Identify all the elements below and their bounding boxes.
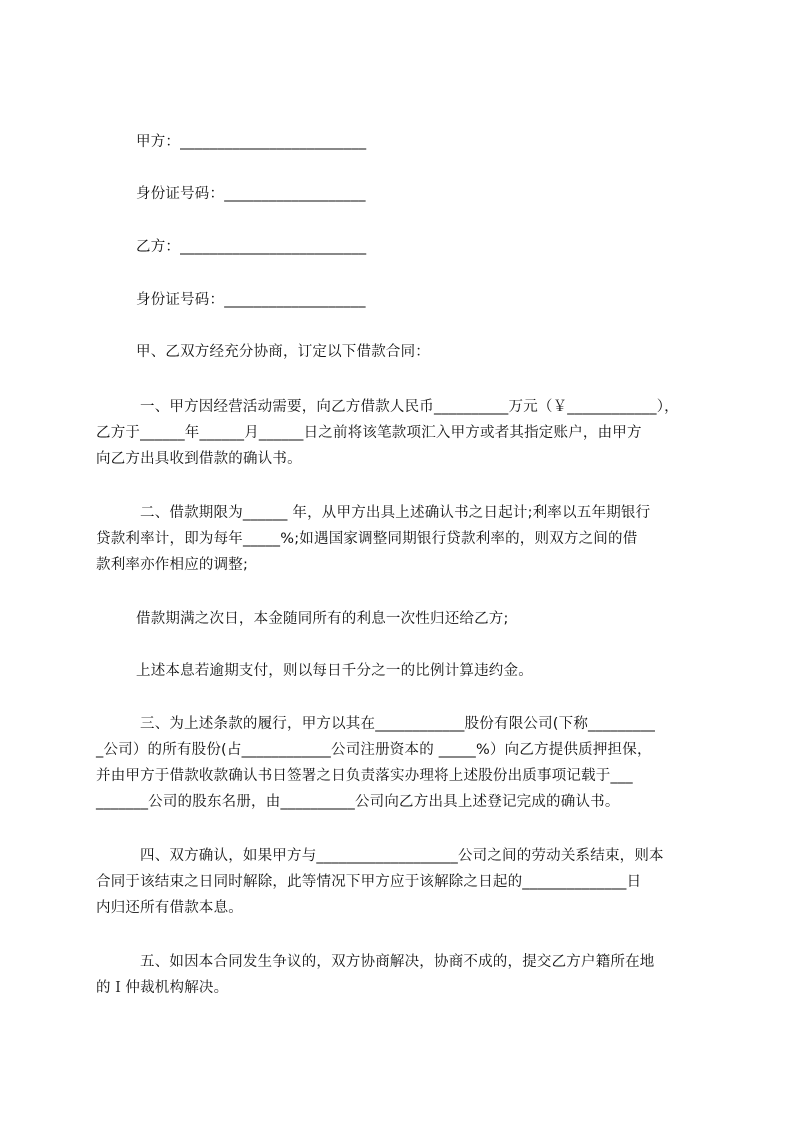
maturity-line: 借款期满之次日，本金随同所有的利息一次性归还给乙方;	[136, 611, 509, 627]
clause-3-line-1: 三、为上述条款的履行，甲方以其在____________股份有限公司(下称_________	[140, 716, 656, 732]
clause-1-line-3: 向乙方出具收到借款的确认书。	[96, 451, 302, 467]
clause-4-line-1: 四、双方确认，如果甲方与___________________公司之间的劳动关系结束，则本	[140, 848, 664, 864]
party-a-line: 甲方：_________________________	[136, 134, 367, 150]
clause-5-line-2: 的Ｉ仲裁机构解决。	[96, 980, 229, 996]
clause-2-line-3: 款利率亦作相应的调整;	[96, 557, 249, 573]
party-b-id-line: 身份证号码：___________________	[136, 292, 366, 308]
intro-line: 甲、乙双方经充分协商，订定以下借款合同：	[136, 344, 430, 360]
clause-3-line-2: _公司）的所有股份(占____________公司注册资本的 _____%）向乙方提供质押担保，	[96, 742, 652, 758]
clause-1-line-2: 乙方于______年______月______日之前将该笔款项汇入甲方或者其指定账户，由甲方	[96, 425, 642, 441]
penalty-line: 上述本息若逾期支付，则以每日千分之一的比例计算违约金。	[136, 663, 533, 679]
clause-3-line-4: _______公司的股东名册，由__________公司向乙方出具上述登记完成的确认书。	[96, 794, 620, 810]
clause-1-line-1: 一、甲方因经营活动需要，向乙方借款人民币__________万元（￥____________），	[140, 399, 679, 415]
clause-2-line-2: 贷款利率计，即为每年_____%;如遇国家调整同期银行贷款利率的，则双方之间的借	[96, 531, 638, 547]
clause-4-line-3: 内归还所有借款本息。	[96, 900, 243, 916]
clause-2-line-1: 二、借款期限为______ 年，从甲方出具上述确认书之日起计;利率以五年期银行	[140, 505, 651, 521]
clause-3-line-3: 并由甲方于借款收款确认书日签署之日负责落实办理将上述股份出质事项记载于___	[96, 768, 633, 784]
clause-5-line-1: 五、如因本合同发生争议的，双方协商解决，协商不成的，提交乙方户籍所在地	[140, 954, 655, 970]
party-b-line: 乙方：_________________________	[136, 239, 367, 255]
party-a-id-line: 身份证号码：___________________	[136, 186, 366, 202]
clause-4-line-2: 合同于该结束之日同时解除，此等情况下甲方应于该解除之日起的______________日	[96, 874, 642, 890]
